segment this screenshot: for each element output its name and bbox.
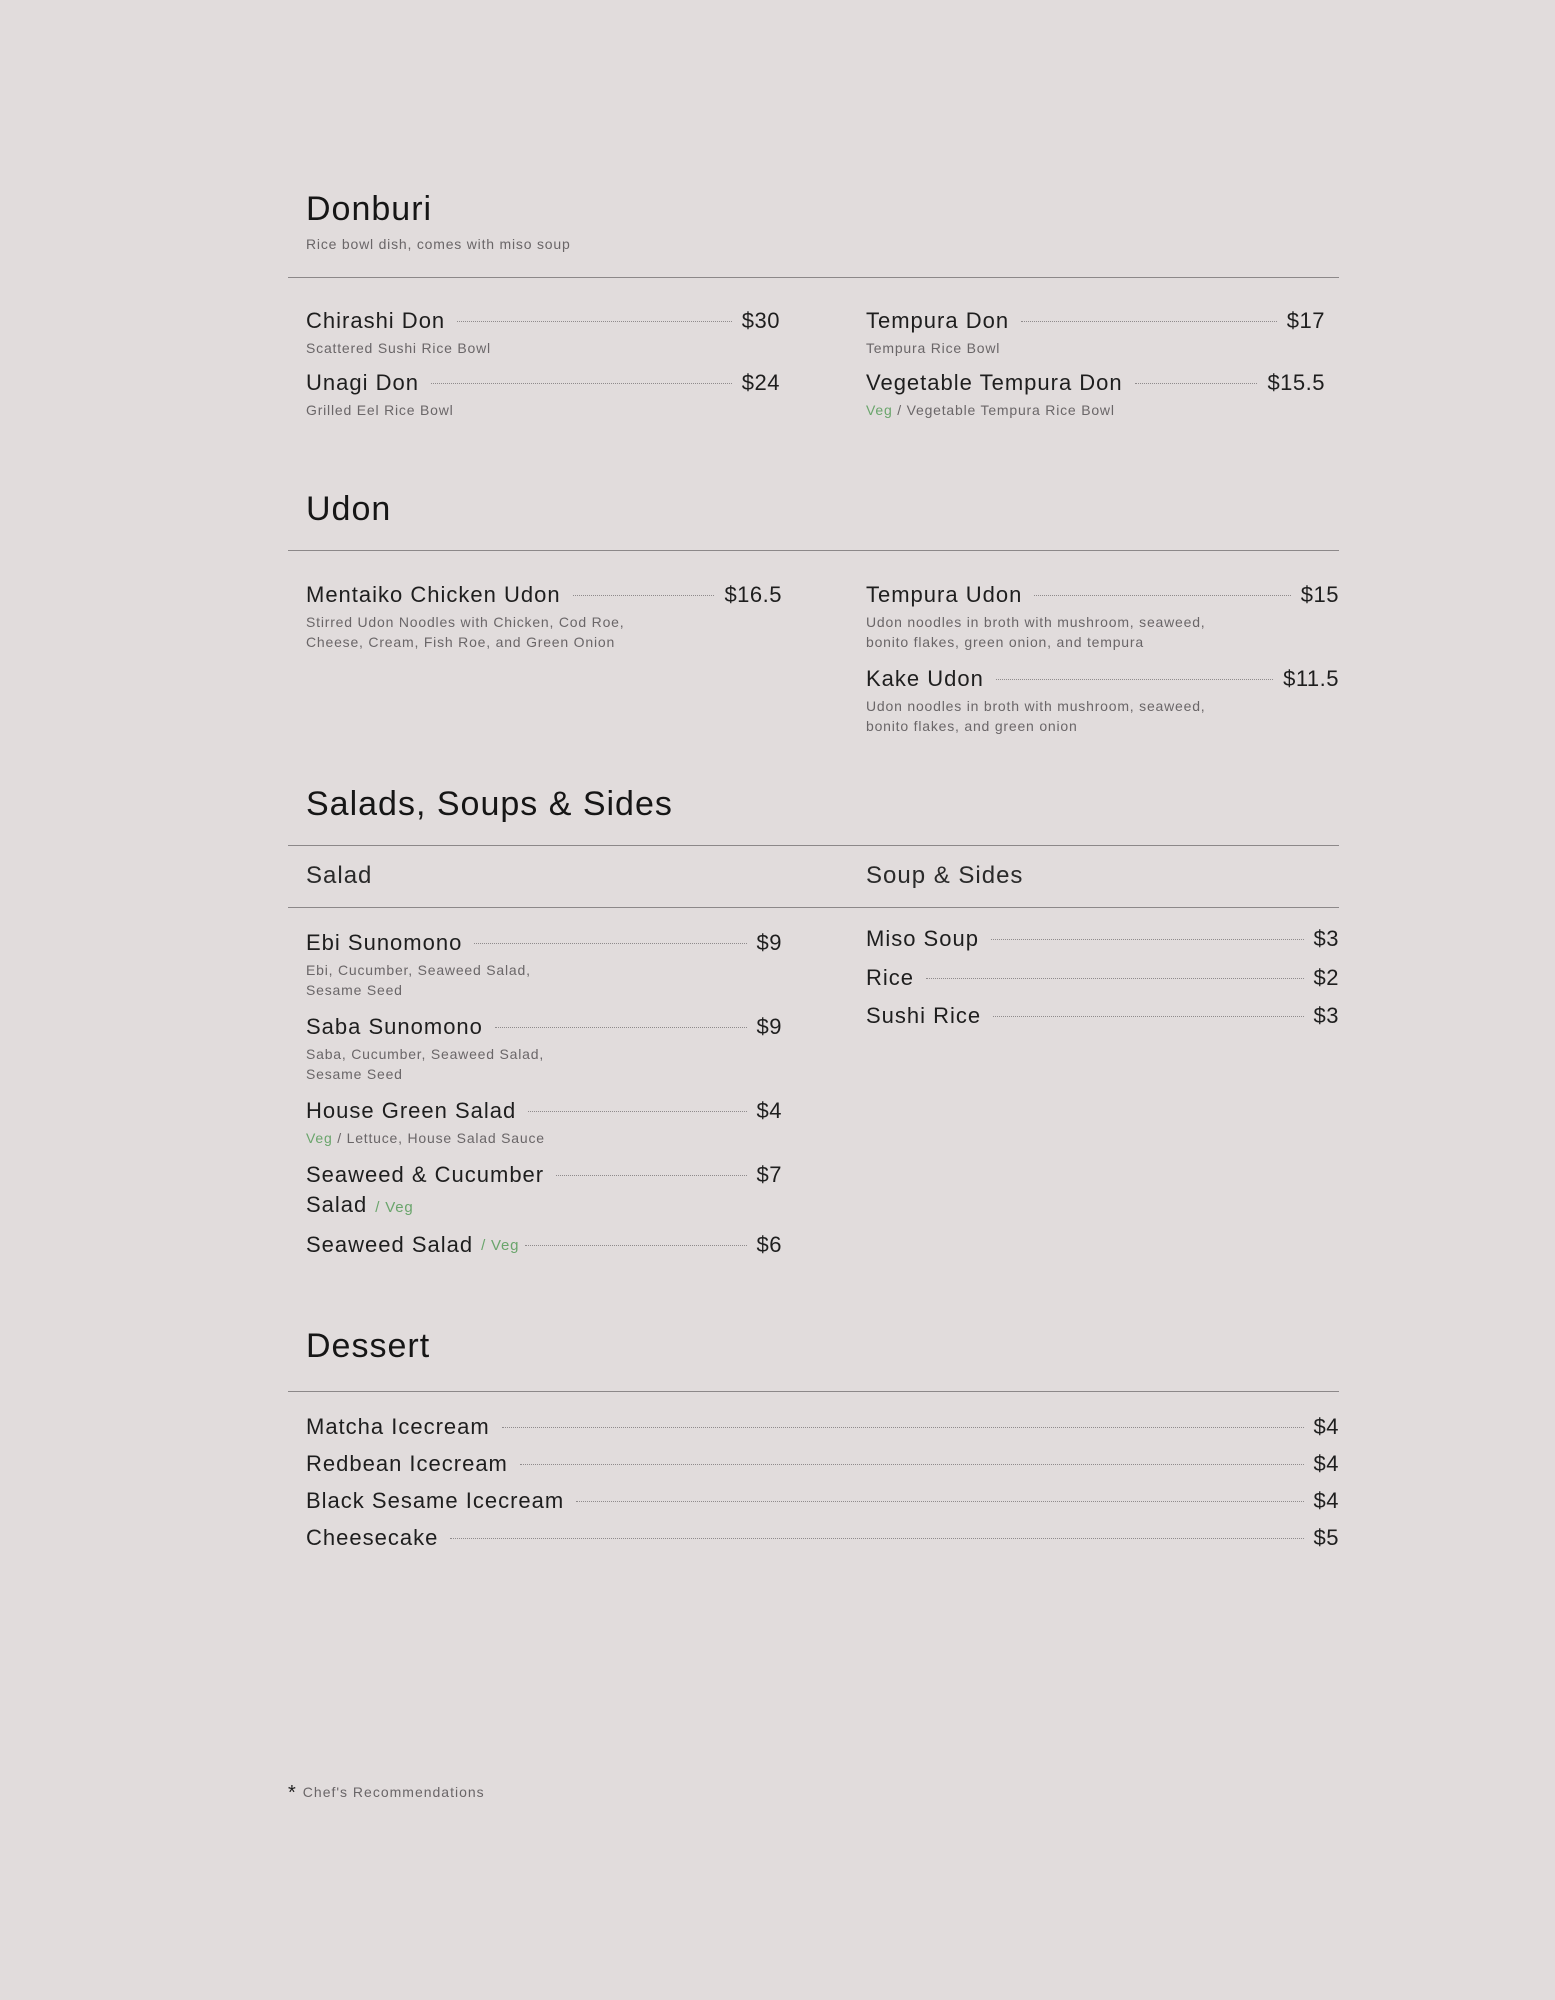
item-name: Tempura Don (866, 308, 1010, 333)
dotted-leader (457, 321, 732, 322)
item-price: $3 (1313, 1003, 1339, 1028)
dotted-leader (450, 1538, 1303, 1539)
item-description-line-2: Sesame Seed (306, 982, 403, 998)
item-description: Grilled Eel Rice Bowl (306, 402, 454, 418)
dotted-leader (573, 595, 715, 596)
section-title-donburi: Donburi (306, 190, 433, 228)
menu-item-ebi-sunomono (306, 928, 782, 958)
dotted-leader (996, 679, 1273, 680)
item-name-continuation: Salad (306, 1192, 368, 1217)
item-name: Seaweed Salad (306, 1232, 474, 1257)
menu-item-kake-udon (866, 664, 1339, 694)
item-name: Matcha Icecream (306, 1414, 490, 1439)
item-price: $24 (741, 370, 780, 395)
item-price: $4 (756, 1098, 782, 1123)
item-price: $9 (756, 930, 782, 955)
subsection-title-salad: Salad (306, 862, 373, 889)
item-name: House Green Salad (306, 1098, 517, 1123)
menu-item-sushi-rice (866, 1001, 1339, 1031)
dotted-leader (431, 383, 732, 384)
item-name: Miso Soup (866, 926, 979, 951)
menu-item-house-green-salad (306, 1096, 782, 1126)
star-icon: * (288, 1782, 297, 1804)
item-name: Black Sesame Icecream (306, 1488, 565, 1513)
item-description-line-2: Cheese, Cream, Fish Roe, and Green Onion (306, 634, 616, 650)
item-name: Sushi Rice (866, 1003, 982, 1028)
divider-udon (288, 550, 1339, 551)
divider-donburi (288, 277, 1339, 278)
item-description-text: / Lettuce, House Salad Sauce (332, 1130, 545, 1146)
divider-sides (288, 845, 1339, 846)
item-description-line-1: Stirred Udon Noodles with Chicken, Cod Roe, (306, 614, 625, 630)
item-description-line-2: bonito flakes, green onion, and tempura (866, 634, 1144, 650)
item-price: $3 (1313, 926, 1339, 951)
dotted-leader (528, 1111, 746, 1112)
menu-item-unagi-don (306, 368, 780, 398)
item-description (306, 1128, 545, 1148)
item-description-line-1: Udon noodles in broth with mushroom, seaweed, (866, 698, 1206, 714)
dotted-leader (495, 1027, 747, 1028)
veg-tag: Veg (866, 402, 893, 418)
dotted-leader (991, 939, 1304, 940)
item-description: Scattered Sushi Rice Bowl (306, 340, 491, 356)
dotted-leader (926, 978, 1304, 979)
menu-item-seaweed-cucumber-salad (306, 1160, 782, 1190)
item-name: Tempura Udon (866, 582, 1023, 607)
footnote-text: Chef's Recommendations (302, 1784, 485, 1800)
item-price: $2 (1313, 965, 1339, 990)
menu-item-rice (866, 963, 1339, 993)
item-description-text: / Vegetable Tempura Rice Bowl (892, 402, 1115, 418)
dotted-leader (1135, 383, 1258, 384)
menu-item-seaweed-salad (306, 1230, 782, 1260)
item-price: $4 (1313, 1451, 1339, 1476)
item-name: Cheesecake (306, 1525, 439, 1550)
dotted-leader (520, 1464, 1304, 1465)
item-name: Redbean Icecream (306, 1451, 508, 1476)
item-name: Unagi Don (306, 370, 419, 395)
menu-item-chirashi-don (306, 306, 780, 336)
item-price: $15.5 (1267, 370, 1325, 395)
item-price: $17 (1286, 308, 1325, 333)
dotted-leader (556, 1175, 746, 1176)
menu-item-cheesecake (306, 1523, 1339, 1553)
item-price: $5 (1313, 1525, 1339, 1550)
item-price: $7 (756, 1162, 782, 1187)
dotted-leader (1034, 595, 1290, 596)
item-description: Tempura Rice Bowl (866, 340, 1001, 356)
item-price: $30 (741, 308, 780, 333)
item-name: Ebi Sunomono (306, 930, 463, 955)
item-description-line-1: Ebi, Cucumber, Seaweed Salad, (306, 962, 531, 978)
divider-subsections (288, 907, 1339, 908)
section-title-salads-soups-sides: Salads, Soups & Sides (306, 785, 673, 823)
item-price: $6 (756, 1232, 782, 1257)
item-price: $4 (1313, 1488, 1339, 1513)
dotted-leader (993, 1016, 1303, 1017)
item-price: $9 (756, 1014, 782, 1039)
menu-item-redbean-icecream (306, 1449, 1339, 1479)
item-name: Chirashi Don (306, 308, 446, 333)
menu-item-saba-sunomono (306, 1012, 782, 1042)
item-price: $11.5 (1283, 666, 1339, 691)
veg-tag: / Veg (375, 1199, 414, 1216)
section-title-udon: Udon (306, 490, 392, 528)
item-name: Vegetable Tempura Don (866, 370, 1123, 395)
menu-item-tempura-udon (866, 580, 1339, 610)
item-name-line-2 (306, 1190, 413, 1223)
item-name-line-1: Seaweed & Cucumber (306, 1162, 545, 1187)
footnote-chefs-recommendations (288, 1780, 485, 1803)
item-description-line-1: Udon noodles in broth with mushroom, seaweed, (866, 614, 1206, 630)
item-description-line-2: bonito flakes, and green onion (866, 718, 1078, 734)
menu-item-black-sesame-icecream (306, 1486, 1339, 1516)
menu-item-mentaiko-chicken-udon (306, 580, 782, 610)
item-description-line-1: Saba, Cucumber, Seaweed Salad, (306, 1046, 545, 1062)
veg-tag: / Veg (481, 1236, 520, 1254)
item-description-line-2: Sesame Seed (306, 1066, 403, 1082)
dotted-leader (525, 1245, 746, 1246)
section-subtitle-donburi: Rice bowl dish, comes with miso soup (306, 236, 571, 252)
menu-item-matcha-icecream (306, 1412, 1339, 1442)
dotted-leader (1021, 321, 1277, 322)
item-name: Kake Udon (866, 666, 984, 691)
menu-item-miso-soup (866, 924, 1339, 954)
dotted-leader (502, 1427, 1304, 1428)
veg-tag: Veg (306, 1130, 333, 1146)
section-title-dessert: Dessert (306, 1327, 431, 1365)
item-name: Mentaiko Chicken Udon (306, 582, 561, 607)
divider-dessert (288, 1391, 1339, 1392)
menu-item-vegetable-tempura-don (866, 368, 1325, 398)
item-price: $15 (1300, 582, 1339, 607)
item-description (866, 400, 1115, 420)
dotted-leader (576, 1501, 1303, 1502)
dotted-leader (474, 943, 746, 944)
item-name: Saba Sunomono (306, 1014, 483, 1039)
item-price: $4 (1313, 1414, 1339, 1439)
item-name: Rice (866, 965, 915, 990)
menu-item-tempura-don (866, 306, 1325, 336)
item-price: $16.5 (724, 582, 782, 607)
subsection-title-soup-sides: Soup & Sides (866, 862, 1024, 889)
